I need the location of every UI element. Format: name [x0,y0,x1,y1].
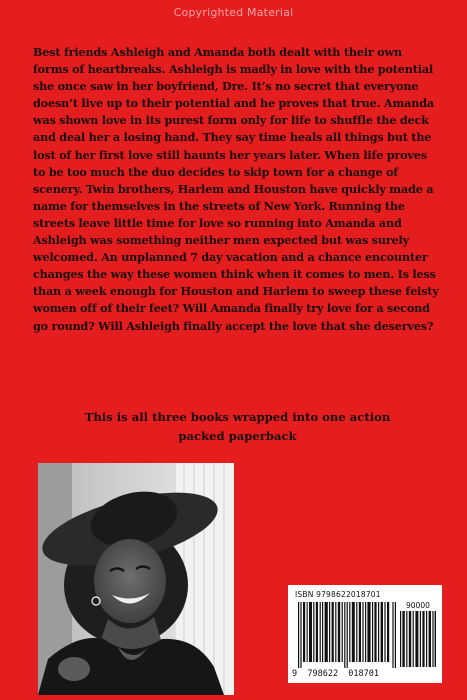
isbn-barcode-box [288,585,442,683]
price-addon-number: 90000 [406,601,430,610]
ean-barcode-bars [298,602,396,668]
ean-digits: 9 798622 018701 [292,669,379,679]
book-tagline: This is all three books wrapped into one action packed paperback [84,410,391,443]
author-photo [38,463,234,695]
book-blurb: Best friends Ashleigh and Amanda both dealt with their own forms of heartbreaks. Ashleigh is madly in love with the potential she once saw in her boyfriend, Dre. It’s no secret that everyone doesn’t live up to their potential and he proves that true. Amanda was shown love in its purest form only for life to shuffle the deck and deal her a losing hand. They say time heals all things but the lost of her first love still haunts her years later. When life proves to be too much the duo decides to skip town for a change of scenery. Twin brothers, Harlem and Houston have quickly made a name for themselves in the streets of New York. Running the streets leave little time for love so running into Amanda and Ashleigh was something neither men expected but was surely welcomed. An unplanned 7 day vacation and a chance encounter changes the way these women think when it comes to men. Is less than a week enough for Houston and Harlem to sweep these feisty women off of their feet? Will Amanda finally try love for a second go round? Will Ashleigh finally accept the love that she deserves? [33,45,439,333]
copyright-watermark: Copyrighted Material [173,6,294,19]
isbn-label: ISBN 9798622018701 [295,590,381,599]
addon-barcode-bars [400,611,436,667]
